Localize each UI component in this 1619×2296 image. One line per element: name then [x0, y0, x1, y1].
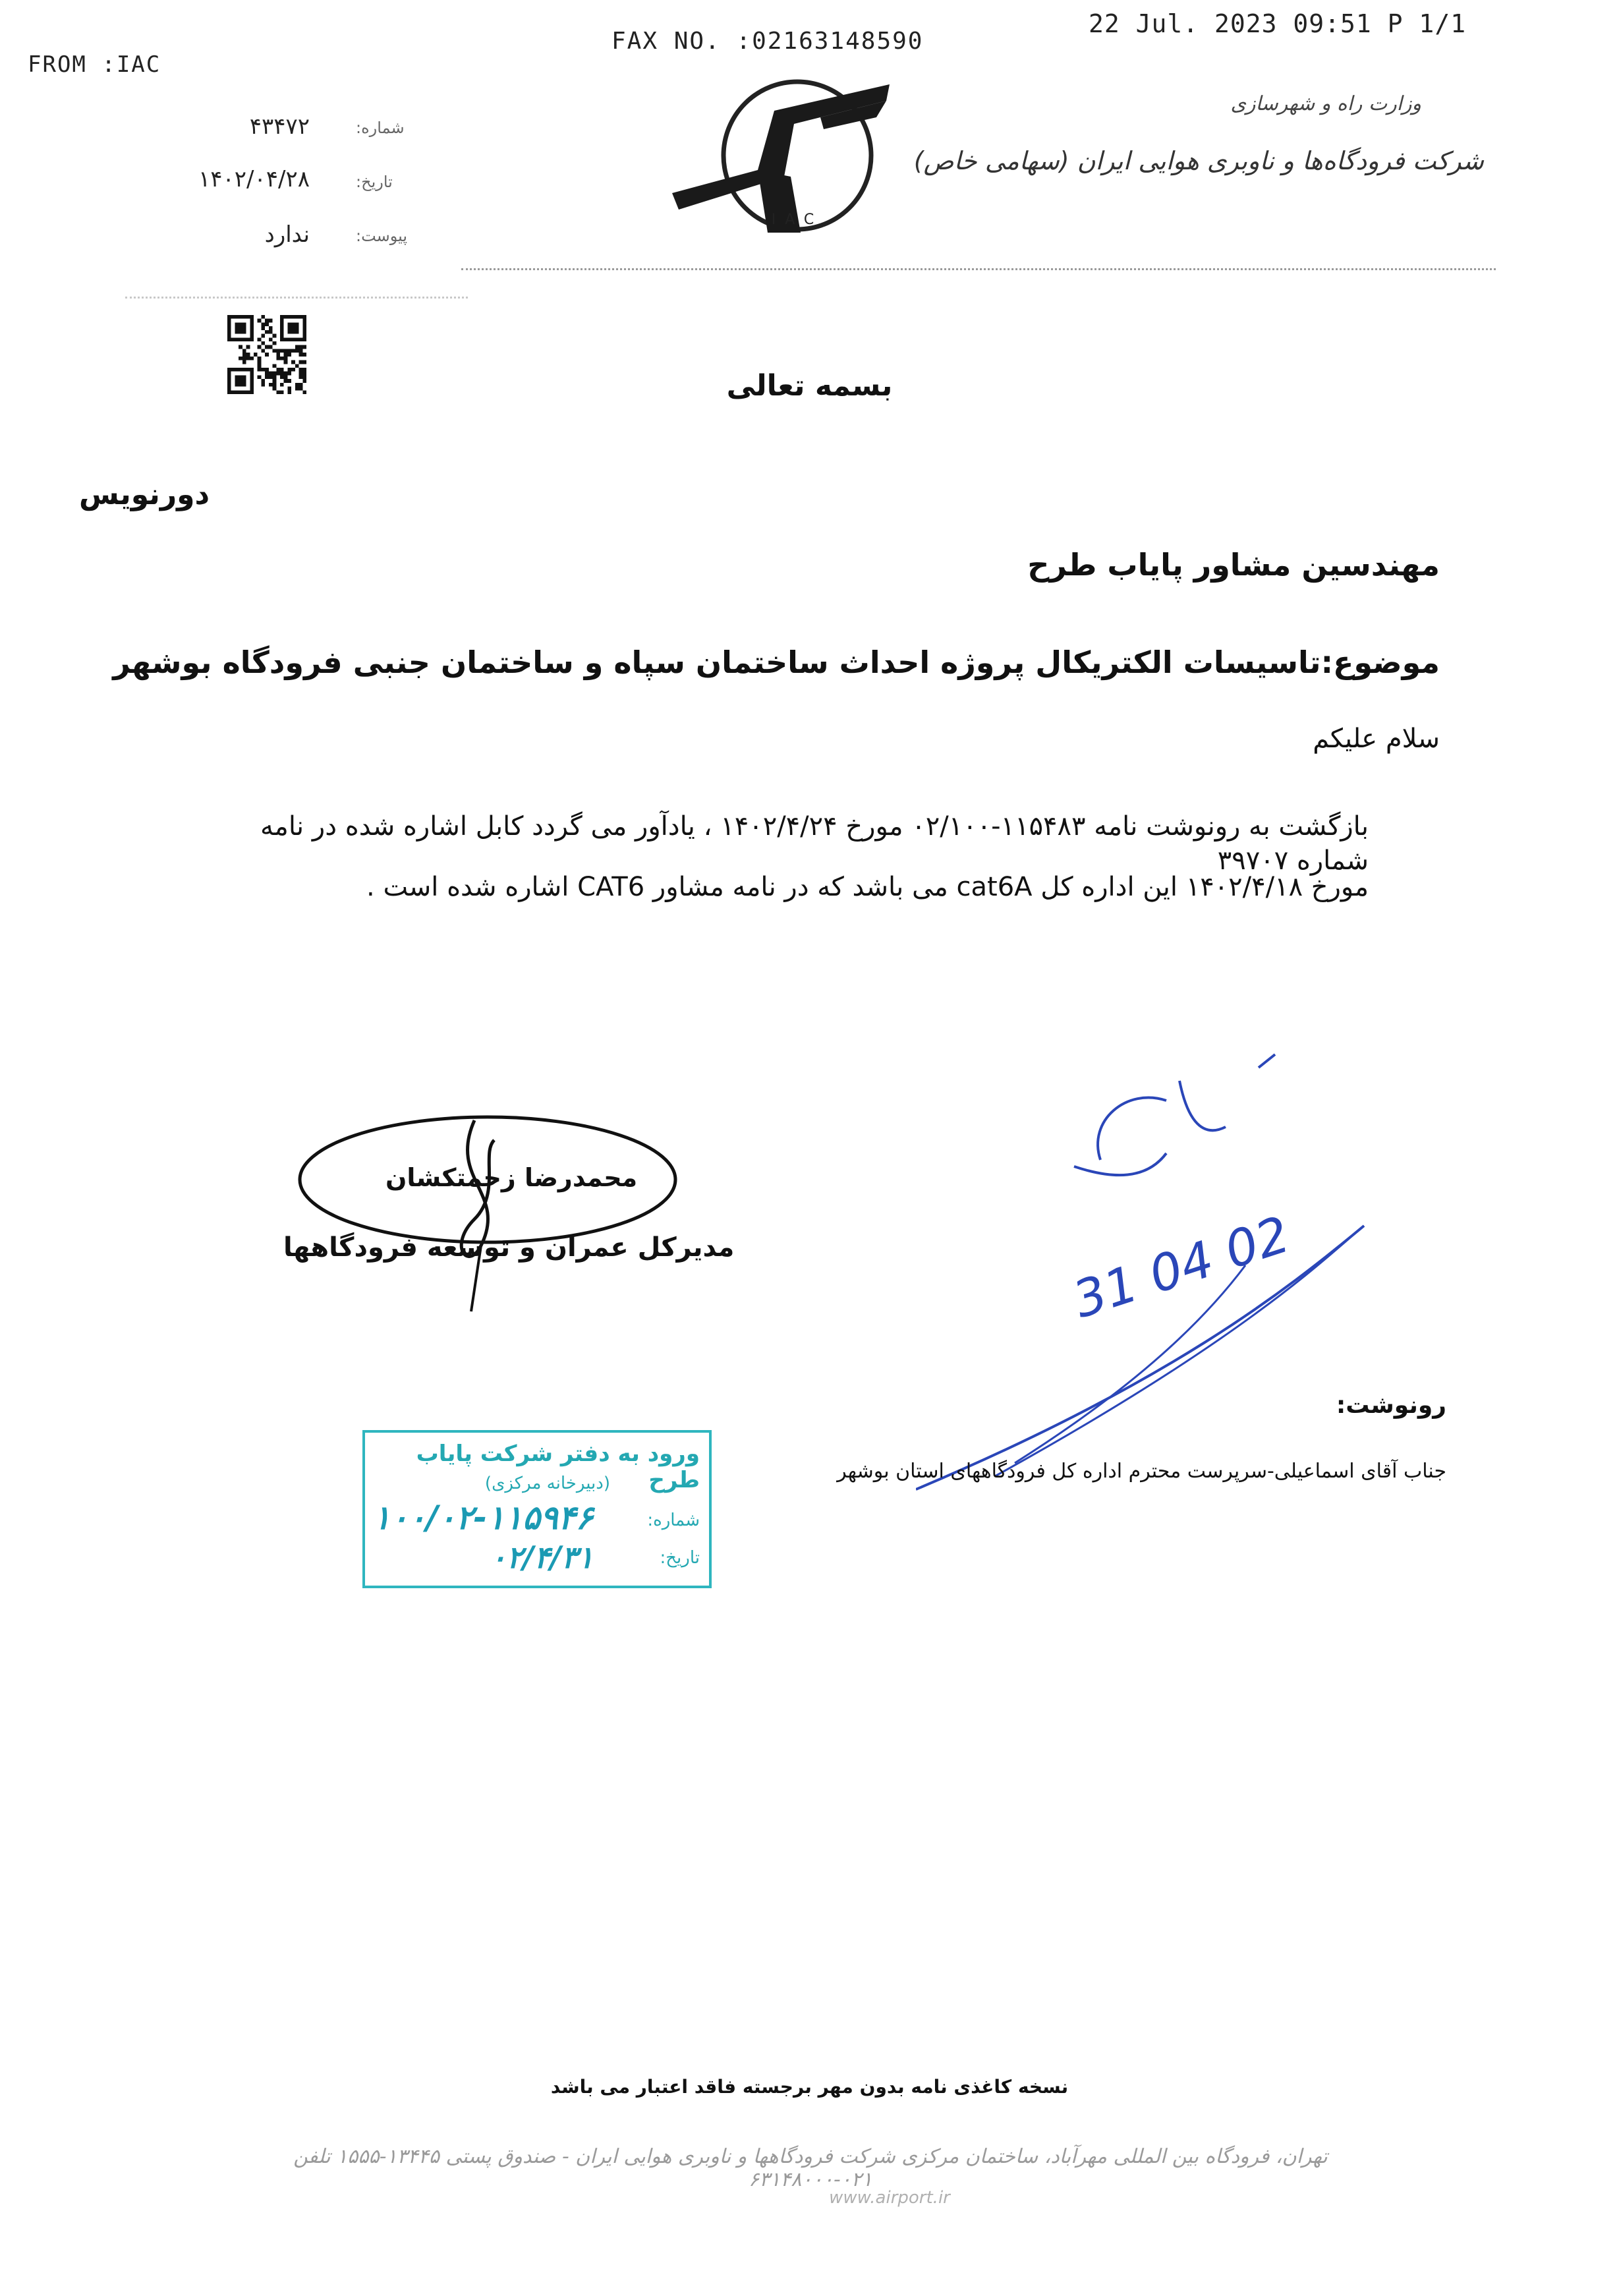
- stamp-date-label: تاریخ:: [660, 1548, 700, 1568]
- letter-invocation: بسمه تعالی: [726, 369, 893, 403]
- fax-copy-label: دورنویس: [79, 478, 210, 511]
- receipt-stamp: [362, 1430, 712, 1588]
- ministry-name: وزارت راه و شهرسازی: [1230, 92, 1421, 115]
- stamp-subtitle: (دبیرخانه مرکزی): [484, 1474, 610, 1493]
- stamp-date-value: ۰۲/۴/۳۱: [490, 1539, 594, 1575]
- fax-timestamp: 22 Jul. 2023 09:51 P 1/1: [1089, 9, 1467, 38]
- letter-body-line-1: بازگشت به رونوشت نامه ۱۱۵۴۸۳-۰۲/۱۰۰ مورخ ۱۴۰۲/۴/۲۴ ، یادآور می گردد کابل اشاره شده در نامه شماره ۳۹۷۰۷: [260, 811, 1369, 876]
- footer-address: تهران، فرودگاه بین المللی مهرآباد، ساختمان مرکزی شرکت فرودگاهها و ناوبری هوایی ایران - صندوق پستی ۱۳۴۴۵-۱۵۵۵ تلفن ۰۲۱-۶۳۱۴۸۰۰۰: [293, 2145, 1328, 2191]
- footer-website: www.airport.ir: [829, 2188, 950, 2208]
- airports-company-logo: [659, 71, 896, 243]
- signer-name: محمدرضا زحمتکشان: [385, 1163, 638, 1192]
- footer-validity-note: نسخه کاغذی نامه بدون مهر برجسته فاقد اعتبار می باشد: [550, 2076, 1069, 2098]
- stamp-number-label: شماره:: [647, 1510, 700, 1530]
- signer-title: مدیرکل عمران و توسعه فرودگاهها: [283, 1232, 735, 1263]
- header-divider: [461, 268, 1496, 270]
- letter-date-label: تاریخ:: [356, 173, 393, 191]
- fax-sender: FROM :IAC: [28, 51, 161, 78]
- handwritten-date: 31 04 02: [1066, 1204, 1297, 1330]
- company-name: شرکت فرودگاه‌ها و ناوبری هوایی ایران (سهامی خاص): [913, 146, 1484, 175]
- letter-number-label: شماره:: [356, 119, 405, 137]
- cc-recipient: جناب آقای اسماعیلی-سرپرست محترم اداره کل فرودگاههای استان بوشهر: [837, 1460, 1446, 1483]
- handwritten-referral-note: [916, 1041, 1390, 1503]
- letter-number: ۴۳۴۷۲: [249, 113, 310, 140]
- stamp-title: ورود به دفتر شرکت پایاب طرح: [416, 1441, 700, 1493]
- signature-scribble: [283, 1101, 692, 1318]
- letter-greeting: سلام علیکم: [1313, 724, 1440, 754]
- header-divider-left: [125, 297, 468, 299]
- letter-recipient: مهندسین مشاور پایاب طرح: [1027, 547, 1440, 583]
- letter-body-line-2: مورخ ۱۴۰۲/۴/۱۸ این اداره کل cat6A می باشد که در نامه مشاور CAT6 اشاره شده است .: [366, 872, 1369, 902]
- logo-letters: IAC: [771, 212, 824, 228]
- letter-date: ۱۴۰۲/۰۴/۲۸: [198, 166, 310, 192]
- stamp-number-value: ۱۰۰/۰۲-۱۱۵۹۴۶: [373, 1499, 594, 1537]
- letter-attachment: ندارد: [264, 221, 310, 248]
- letter-subject: موضوع:تاسیسات الکتریکال پروژه احداث ساختمان سپاه و ساختمان جنبی فرودگاه بوشهر: [113, 645, 1440, 680]
- letter-attachment-label: پیوست:: [356, 227, 408, 245]
- fax-number: FAX NO. :02163148590: [611, 28, 924, 55]
- cc-label: رونوشت:: [1336, 1392, 1446, 1419]
